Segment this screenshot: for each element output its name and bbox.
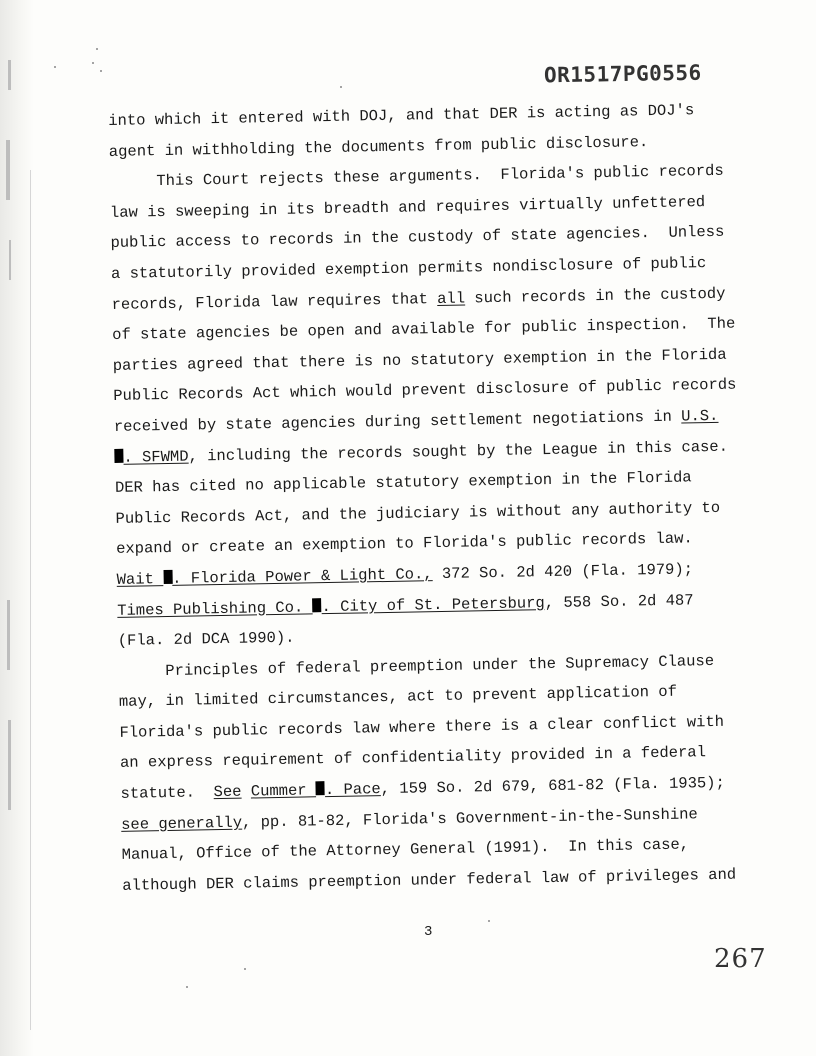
scan-speck bbox=[244, 968, 246, 970]
edge-mark bbox=[7, 600, 10, 670]
body-line: Manual, Office of the Attorney General (1991). In this case, bbox=[121, 835, 690, 865]
text-segment: 372 So. 2d 420 (Fla. 1979); bbox=[432, 560, 694, 584]
body-line: law is sweeping in its breadth and requires virtually unfettered bbox=[109, 192, 706, 222]
page-number: 3 bbox=[424, 924, 433, 940]
body-line: an express requirement of confidentiality provided in a federal bbox=[119, 743, 707, 773]
case-citation: U.S. bbox=[681, 406, 719, 426]
underlined-emphasis: all bbox=[436, 289, 466, 308]
scan-speck bbox=[54, 66, 56, 68]
text-segment: such records in the custody bbox=[464, 284, 726, 308]
body-line: public access to records in the custody of state agencies. Unless bbox=[110, 223, 725, 253]
redaction-mark bbox=[114, 448, 123, 462]
body-line: expand or create an exemption to Florida's public records law. bbox=[115, 529, 693, 559]
scan-speck bbox=[92, 62, 94, 64]
paragraph-start: Principles of federal preemption under the Supremacy Clause bbox=[165, 651, 715, 680]
text-segment: records, Florida law requires that bbox=[111, 289, 438, 314]
scan-speck bbox=[100, 70, 102, 72]
redaction-mark bbox=[163, 570, 172, 584]
scan-speck bbox=[96, 48, 98, 50]
text-segment: , pp. 81-82, Florida's Government-in-the-Sunshine bbox=[241, 804, 698, 832]
case-citation: Wait bbox=[116, 569, 164, 589]
signal-see-generally: see generally bbox=[121, 813, 243, 834]
body-line: Public Records Act, and the judiciary is without any authority to bbox=[115, 498, 721, 528]
case-citation: . City of St. Petersburg bbox=[321, 593, 545, 616]
edge-mark bbox=[8, 720, 11, 810]
edge-mark bbox=[6, 140, 10, 200]
edge-mark bbox=[8, 60, 11, 90]
body-line: parties agreed that there is no statutory exemption in the Florida bbox=[112, 345, 727, 375]
body-line: Florida's public records law where there is a clear conflict with bbox=[119, 712, 725, 742]
edge-mark bbox=[9, 240, 11, 280]
body-line: although DER claims preemption under federal law of privileges and bbox=[122, 865, 737, 895]
handwritten-page-number: 267 bbox=[714, 944, 767, 974]
case-citation: . SFWMD bbox=[123, 447, 189, 467]
text-segment: received by state agencies during settlement negotiations in bbox=[113, 407, 682, 436]
body-line: into which it entered with DOJ, and that DER is acting as DOJ's bbox=[108, 101, 695, 130]
text-segment: , including the records sought by the League in this case. bbox=[188, 437, 729, 466]
recording-stamp: OR1517PG0556 bbox=[543, 60, 702, 88]
paragraph-start: This Court rejects these arguments. Florida's public records bbox=[156, 161, 724, 191]
body-line: agent in withholding the documents from public disclosure. bbox=[108, 132, 649, 161]
case-citation: . Pace bbox=[324, 780, 381, 800]
body-line: Public Records Act which would prevent disclosure of public records bbox=[113, 375, 737, 406]
scan-speck bbox=[186, 986, 188, 988]
body-line: (Fla. 2d DCA 1990). bbox=[117, 628, 295, 651]
text-segment: , 159 So. 2d 679, 681-82 (Fla. 1935); bbox=[380, 773, 726, 799]
scan-speck bbox=[488, 920, 490, 922]
text-segment: , 558 So. 2d 487 bbox=[544, 590, 694, 612]
body-line: a statutorily provided exemption permits nondisclosure of public bbox=[110, 254, 707, 283]
scan-speck bbox=[340, 86, 342, 88]
document-body bbox=[108, 95, 742, 902]
case-citation: . Florida Power & Light Co., bbox=[172, 565, 433, 588]
case-citation: Times Publishing Co. bbox=[117, 597, 313, 620]
body-line: may, in limited circumstances, act to prevent application of bbox=[118, 682, 678, 712]
margin-line bbox=[30, 170, 31, 1030]
body-line: DER has cited no applicable statutory exemption in the Florida bbox=[114, 468, 692, 498]
text-segment: statute. bbox=[120, 783, 214, 803]
signal-see: See bbox=[213, 782, 242, 802]
body-line: of state agencies be open and available for public inspection. The bbox=[112, 314, 736, 345]
case-citation: Cummer bbox=[250, 781, 317, 801]
